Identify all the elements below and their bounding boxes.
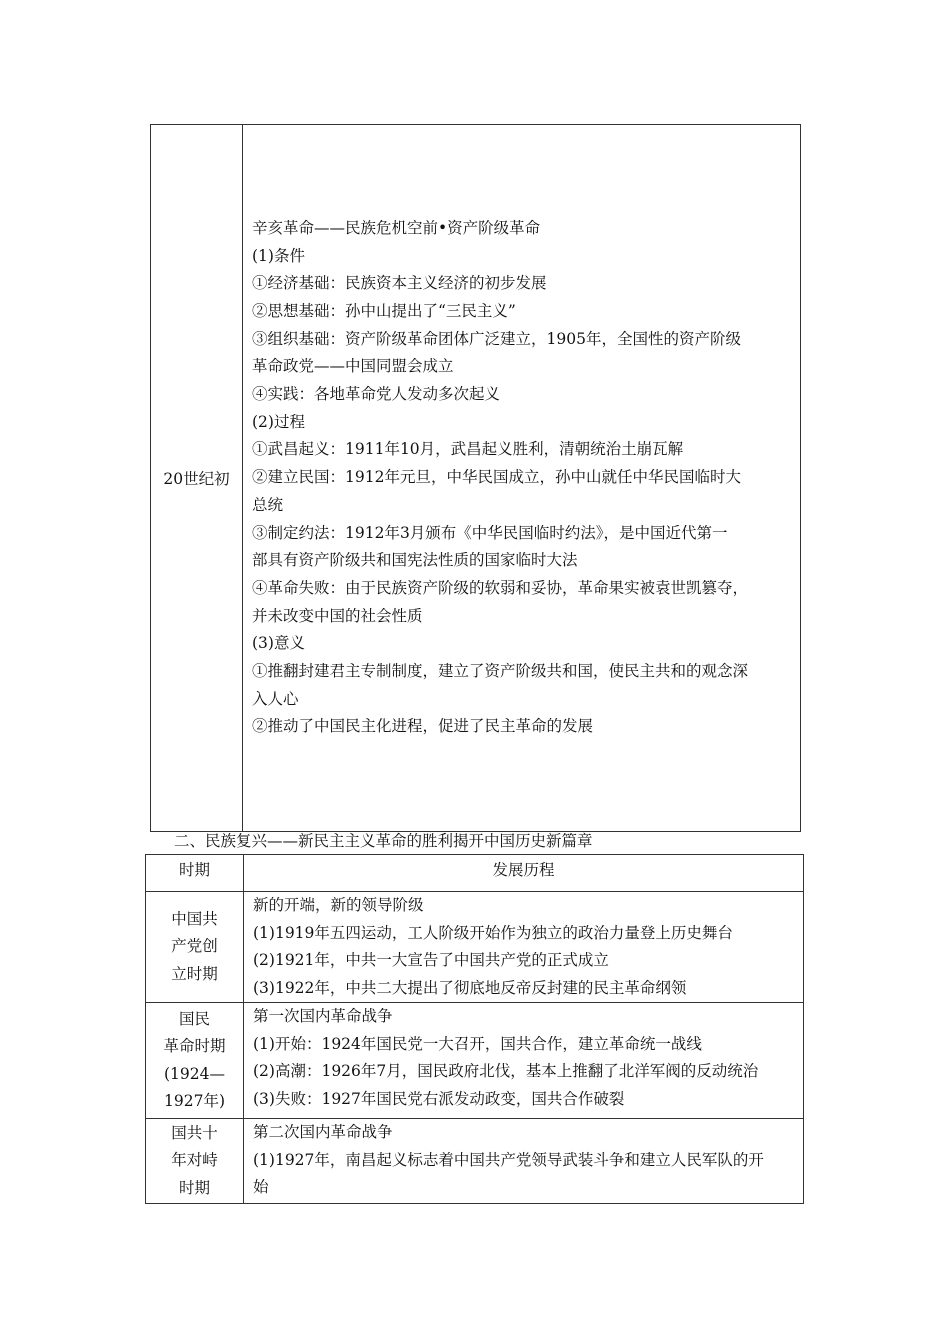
content-line: (3)1922年，中共二大提出了彻底地反帝反封建的民主革命纲领 bbox=[253, 978, 687, 997]
period-line: 时期 bbox=[178, 1178, 210, 1197]
content-line: (1)条件 bbox=[252, 246, 305, 265]
content-line: ②推动了中国民主化进程，促进了民主革命的发展 bbox=[252, 717, 594, 736]
content-line: 新的开端，新的领导阶级 bbox=[253, 896, 424, 914]
content-line: 第一次国内革命战争 bbox=[253, 1007, 393, 1025]
content-line: 并未改变中国的社会性质 bbox=[252, 606, 423, 625]
period-cell bbox=[146, 1119, 244, 1204]
period-line: 立时期 bbox=[171, 964, 218, 983]
period-cell bbox=[146, 1003, 244, 1119]
content-line: (3)意义 bbox=[252, 634, 305, 653]
content-line: ②建立民国：1912年元旦，中华民国成立，孙中山就任中华民国临时大 bbox=[252, 468, 741, 487]
content-line: (2)过程 bbox=[252, 412, 305, 431]
content-cell bbox=[244, 892, 804, 1003]
content-line: ①武昌起义：1911年10月，武昌起义胜利，清朝统治土崩瓦解 bbox=[252, 440, 684, 459]
content-cell bbox=[244, 1119, 804, 1204]
period-line: (1924— bbox=[164, 1064, 225, 1083]
period-line: 产党创 bbox=[171, 937, 218, 956]
content-line: 入人心 bbox=[252, 689, 299, 708]
period-line: 国民 bbox=[178, 1009, 210, 1028]
header-period: 时期 bbox=[146, 855, 244, 892]
period-cell: 20世纪初 bbox=[151, 125, 243, 832]
content-line: 第二次国内革命战争 bbox=[253, 1123, 393, 1141]
table-row bbox=[146, 892, 804, 1003]
section-heading: 二、民族复兴——新民主主义革命的胜利揭开中国历史新篇章 bbox=[174, 832, 593, 850]
table-row bbox=[146, 1119, 804, 1204]
table-row bbox=[146, 1003, 804, 1119]
content-line: ④革命失败：由于民族资产阶级的软弱和妥协，革命果实被袁世凯篡夺， bbox=[252, 578, 749, 597]
content-line: 始 bbox=[253, 1178, 269, 1196]
period-cell bbox=[146, 892, 244, 1003]
revolution-table-1911 bbox=[150, 124, 801, 832]
period-line: 1927年) bbox=[164, 1092, 225, 1110]
content-line: (1)1919年五四运动，工人阶级开始作为独立的政治力量登上历史舞台 bbox=[253, 923, 733, 942]
new-democratic-revolution-table bbox=[145, 854, 804, 1204]
period-line: 国共十 bbox=[171, 1123, 218, 1142]
content-line: 部具有资产阶级共和国宪法性质的国家临时大法 bbox=[252, 551, 578, 570]
header-history: 发展历程 bbox=[244, 855, 804, 892]
content-cell bbox=[244, 1003, 804, 1119]
content-line: ③制定约法：1912年3月颁布《中华民国临时约法》，是中国近代第一 bbox=[252, 523, 728, 542]
content-line: (1)1927年，南昌起义标志着中国共产党领导武装斗争和建立人民军队的开 bbox=[253, 1150, 764, 1169]
content-line: 革命政党——中国同盟会成立 bbox=[252, 357, 454, 376]
content-line: ③组织基础：资产阶级革命团体广泛建立，1905年，全国性的资产阶级 bbox=[252, 329, 741, 348]
content-line: ②思想基础：孙中山提出了“三民主义” bbox=[252, 301, 516, 320]
period-line: 年对峙 bbox=[171, 1151, 218, 1170]
content-line: (2)高潮：1926年7月，国民政府北伐，基本上推翻了北洋军阀的反动统治 bbox=[253, 1062, 759, 1080]
content-line: (2)1921年，中共一大宣告了中国共产党的正式成立 bbox=[253, 951, 609, 969]
content-line: (1)开始：1924年国民党一大召开，国共合作，建立革命统一战线 bbox=[253, 1034, 702, 1053]
content-line: ④实践：各地革命党人发动多次起义 bbox=[252, 385, 501, 404]
content-line: ①推翻封建君主专制制度，建立了资产阶级共和国，使民主共和的观念深 bbox=[252, 662, 749, 681]
content-line: 辛亥革命——民族危机空前•资产阶级革命 bbox=[252, 218, 541, 237]
table-header-row bbox=[146, 855, 804, 892]
content-line: ①经济基础：民族资本主义经济的初步发展 bbox=[252, 274, 547, 293]
period-line: 革命时期 bbox=[163, 1037, 226, 1055]
content-line: (3)失败：1927年国民党右派发动政变，国共合作破裂 bbox=[253, 1089, 625, 1108]
period-line: 中国共 bbox=[171, 909, 218, 928]
content-line: 总统 bbox=[252, 495, 284, 514]
content-cell bbox=[243, 125, 801, 832]
